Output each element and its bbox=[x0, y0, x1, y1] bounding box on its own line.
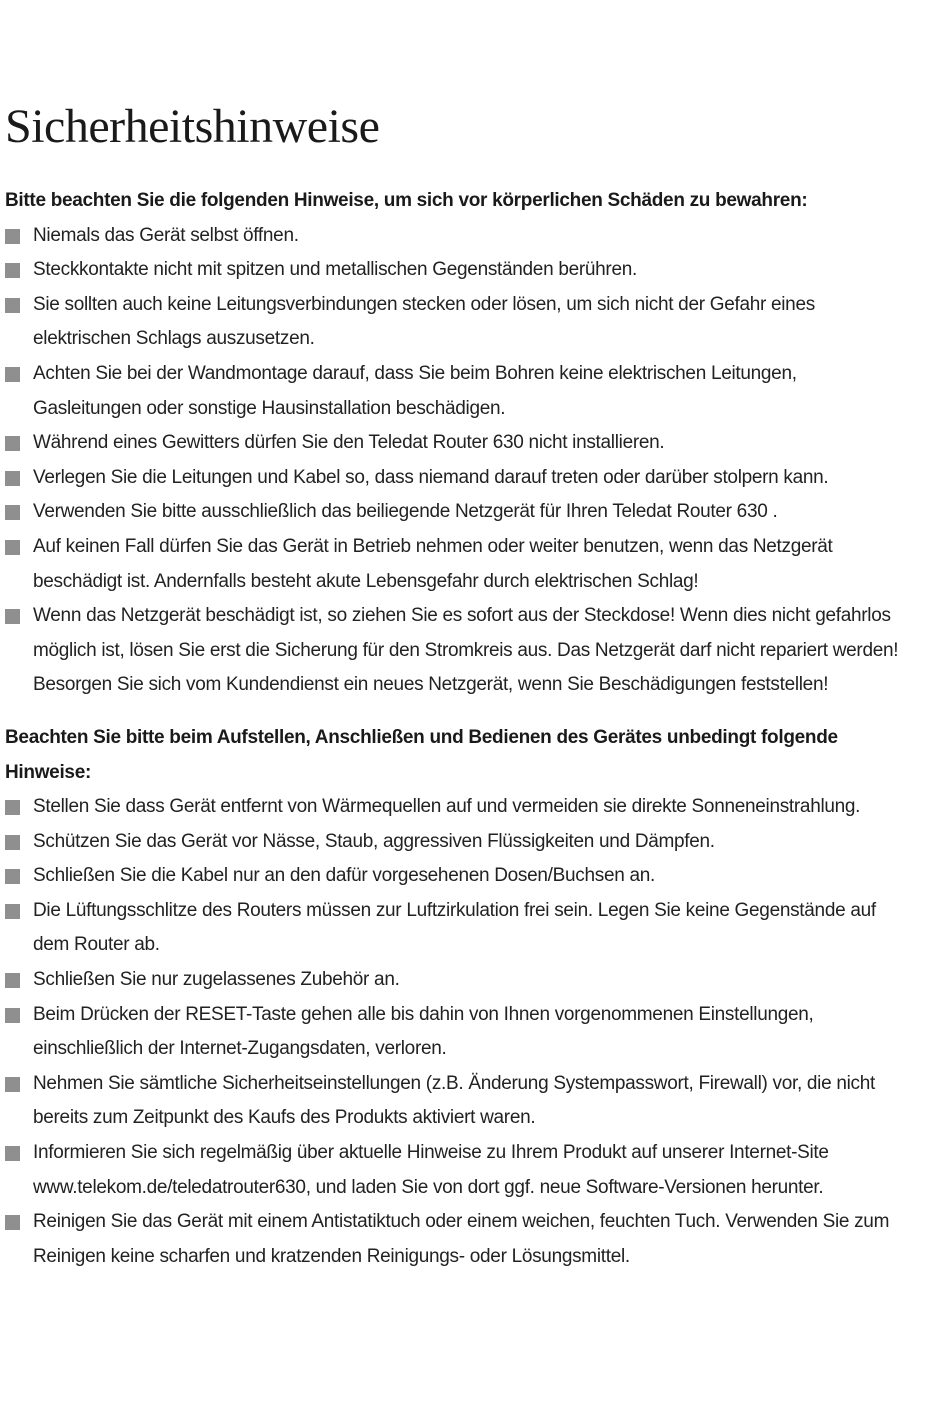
square-bullet-icon bbox=[5, 1077, 20, 1092]
square-bullet-icon bbox=[5, 609, 20, 624]
list-item-text: Während eines Gewitters dürfen Sie den Teledat Router 630 nicht installieren. bbox=[33, 432, 665, 454]
list-item-text: Schließen Sie die Kabel nur an den dafür vorgesehenen Dosen/Buchsen an. bbox=[33, 865, 655, 887]
list-item-text: Sie sollten auch keine Leitungsverbindungen stecken oder lösen, um sich nicht der Gefahr eines elektrischen Schlags auszusetzen. bbox=[33, 293, 815, 350]
list-item-text: Verwenden Sie bitte ausschließlich das beiliegende Netzgerät für Ihren Teledat Router 630 . bbox=[33, 501, 778, 523]
square-bullet-icon bbox=[5, 904, 20, 919]
list-item bbox=[5, 599, 905, 703]
list-item-text: Auf keinen Fall dürfen Sie das Gerät in Betrieb nehmen oder weiter benutzen, wenn das Netzgerät beschädigt ist. Andernfalls besteht akute Lebensgefahr durch elektrischen Schlag! bbox=[33, 535, 833, 592]
list-item-text: Stellen Sie dass Gerät entfernt von Wärmequellen auf und vermeiden sie direkte Sonneneinstrahlung. bbox=[33, 796, 861, 818]
list-item-text: Nehmen Sie sämtliche Sicherheitseinstellungen (z.B. Änderung Systempasswort, Firewall) vor, die nicht bereits zum Zeitpunkt des Kaufs des Produkts aktiviert waren. bbox=[33, 1072, 875, 1129]
list-item bbox=[5, 461, 905, 496]
list-item bbox=[5, 825, 905, 860]
section2-intro: Beachten Sie bitte beim Aufstellen, Anschließen und Bedienen des Gerätes unbedingt folgende Hinweise: bbox=[5, 726, 838, 783]
list-item bbox=[5, 426, 905, 461]
section1-list bbox=[5, 219, 905, 703]
section1-intro: Bitte beachten Sie die folgenden Hinweise, um sich vor körperlichen Schäden zu bewahren: bbox=[5, 190, 808, 211]
square-bullet-icon bbox=[5, 263, 20, 278]
square-bullet-icon bbox=[5, 973, 20, 988]
list-item-text: Informieren Sie sich regelmäßig über aktuelle Hinweise zu Ihrem Produkt auf unserer Internet-Site www.telekom.de/teledatrouter630, und laden Sie von dort ggf. neue Software-Versionen herunter. bbox=[33, 1142, 829, 1198]
list-item-text: Niemals das Gerät selbst öffnen. bbox=[33, 224, 299, 246]
list-item bbox=[5, 1136, 905, 1205]
list-item-text: Reinigen Sie das Gerät mit einem Antistatiktuch oder einem weichen, feuchten Tuch. Verwenden Sie zum Reinigen keine scharfen und kratzenden Reinigungs- oder Lösungsmittel. bbox=[33, 1211, 890, 1267]
document-page bbox=[5, 96, 905, 1274]
square-bullet-icon bbox=[5, 471, 20, 486]
list-item bbox=[5, 253, 905, 288]
list-item bbox=[5, 963, 905, 998]
square-bullet-icon bbox=[5, 1215, 20, 1230]
square-bullet-icon bbox=[5, 436, 20, 451]
list-item bbox=[5, 495, 905, 530]
square-bullet-icon bbox=[5, 505, 20, 520]
list-item bbox=[5, 288, 905, 357]
square-bullet-icon bbox=[5, 540, 20, 555]
square-bullet-icon bbox=[5, 1008, 20, 1023]
square-bullet-icon bbox=[5, 835, 20, 850]
list-item bbox=[5, 1067, 905, 1136]
square-bullet-icon bbox=[5, 298, 20, 313]
list-item-text: Steckkontakte nicht mit spitzen und metallischen Gegenständen berühren. bbox=[33, 259, 637, 281]
list-item bbox=[5, 1205, 905, 1274]
list-item bbox=[5, 357, 905, 426]
list-item-text: Achten Sie bei der Wandmontage darauf, dass Sie beim Bohren keine elektrischen Leitungen, Gasleitungen oder sonstige Hausinstallation beschädigen. bbox=[33, 362, 797, 419]
square-bullet-icon bbox=[5, 367, 20, 382]
square-bullet-icon bbox=[5, 869, 20, 884]
list-item-text: Die Lüftungsschlitze des Routers müssen zur Luftzirkulation frei sein. Legen Sie keine Gegenstände auf dem Router ab. bbox=[33, 899, 876, 956]
list-item bbox=[5, 790, 905, 825]
list-item-text: Verlegen Sie die Leitungen und Kabel so, dass niemand darauf treten oder darüber stolpern kann. bbox=[33, 466, 829, 488]
list-item bbox=[5, 894, 905, 963]
list-item bbox=[5, 530, 905, 599]
list-item-text: Schließen Sie nur zugelassenes Zubehör an. bbox=[33, 969, 400, 991]
page-title: Sicherheitshinweise bbox=[5, 100, 380, 153]
section2-list bbox=[5, 790, 905, 1274]
square-bullet-icon bbox=[5, 800, 20, 815]
list-item-text: Wenn das Netzgerät beschädigt ist, so ziehen Sie es sofort aus der Steckdose! Wenn dies nicht gefahrlos möglich ist, lösen Sie erst die Sicherung für den Stromkreis aus. Das Netzgerät darf nicht repariert werden! Besorgen Sie sich vom Kundendienst ein neues Netzgerät, wenn Sie Beschädigungen feststellen! bbox=[33, 605, 899, 696]
square-bullet-icon bbox=[5, 1146, 20, 1161]
list-item-text: Beim Drücken der RESET-Taste gehen alle bis dahin von Ihnen vorgenommenen Einstellungen, einschließlich der Internet-Zugangsdaten, verloren. bbox=[33, 1003, 814, 1060]
list-item bbox=[5, 219, 905, 254]
list-item-text: Schützen Sie das Gerät vor Nässe, Staub, aggressiven Flüssigkeiten und Dämpfen. bbox=[33, 830, 715, 852]
list-item bbox=[5, 859, 905, 894]
list-item bbox=[5, 998, 905, 1067]
square-bullet-icon bbox=[5, 229, 20, 244]
